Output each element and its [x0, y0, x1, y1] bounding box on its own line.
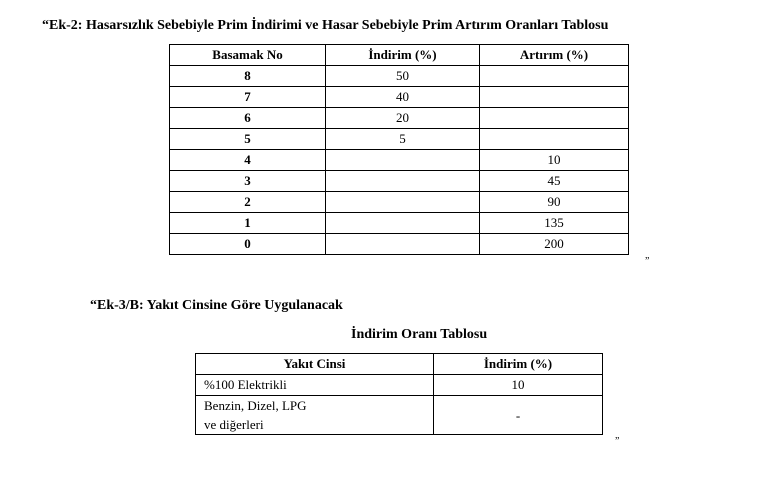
column-header: Artırım (%): [480, 45, 629, 66]
table-cell: 200: [480, 234, 629, 255]
table-row: [170, 171, 629, 192]
table-cell: [480, 129, 629, 150]
table-cell: 10: [434, 375, 603, 396]
table-cell: [326, 234, 480, 255]
table-cell: 1: [170, 213, 326, 234]
table-cell: 5: [170, 129, 326, 150]
table-cell: [326, 192, 480, 213]
table-header-row: [170, 45, 629, 66]
table-cell: 8: [170, 66, 326, 87]
table2-subtitle: İndirim Oranı Tablosu: [351, 327, 488, 342]
table-cell: 3: [170, 171, 326, 192]
table-row: [170, 234, 629, 255]
table-cell: [196, 396, 434, 435]
table-cell: 50: [326, 66, 480, 87]
fuel-discount-table: [195, 353, 603, 435]
premium-rate-table: [169, 44, 629, 255]
table-row: [170, 66, 629, 87]
table-cell: 0: [170, 234, 326, 255]
table-row: [170, 150, 629, 171]
table-header-row: [196, 354, 603, 375]
table-row: [196, 375, 603, 396]
table-cell: 10: [480, 150, 629, 171]
table-cell: -: [434, 396, 603, 435]
table-row: [196, 396, 603, 435]
table-row: [170, 87, 629, 108]
table-cell: [326, 213, 480, 234]
table-cell: [326, 171, 480, 192]
column-header: İndirim (%): [434, 354, 603, 375]
table-cell: 7: [170, 87, 326, 108]
table-cell: 90: [480, 192, 629, 213]
closing-quote: ”: [645, 256, 650, 267]
table2-title: “Ek-3/B: Yakıt Cinsine Göre Uygulanacak: [90, 298, 343, 313]
table-cell: 135: [480, 213, 629, 234]
table-cell: [480, 66, 629, 87]
table-cell: [326, 150, 480, 171]
table-cell: [480, 108, 629, 129]
table-cell: [480, 87, 629, 108]
table-row: [170, 108, 629, 129]
column-header: Basamak No: [170, 45, 326, 66]
table-row: [170, 213, 629, 234]
table-cell: 4: [170, 150, 326, 171]
table-cell: 20: [326, 108, 480, 129]
closing-quote: ”: [615, 436, 620, 447]
table-cell: 45: [480, 171, 629, 192]
table1-title: “Ek-2: Hasarsızlık Sebebiyle Prim İndirimi ve Hasar Sebebiyle Prim Artırım Oranları Tablosu: [42, 18, 609, 33]
column-header: Yakıt Cinsi: [196, 354, 434, 375]
table-row: [170, 129, 629, 150]
column-header: İndirim (%): [326, 45, 480, 66]
table-cell: 40: [326, 87, 480, 108]
cell-line: ve diğerleri: [204, 417, 264, 432]
table-row: [170, 192, 629, 213]
table-cell: 5: [326, 129, 480, 150]
table-cell: %100 Elektrikli: [196, 375, 434, 396]
table-cell: 2: [170, 192, 326, 213]
table-cell: 6: [170, 108, 326, 129]
cell-line: Benzin, Dizel, LPG: [204, 398, 307, 413]
